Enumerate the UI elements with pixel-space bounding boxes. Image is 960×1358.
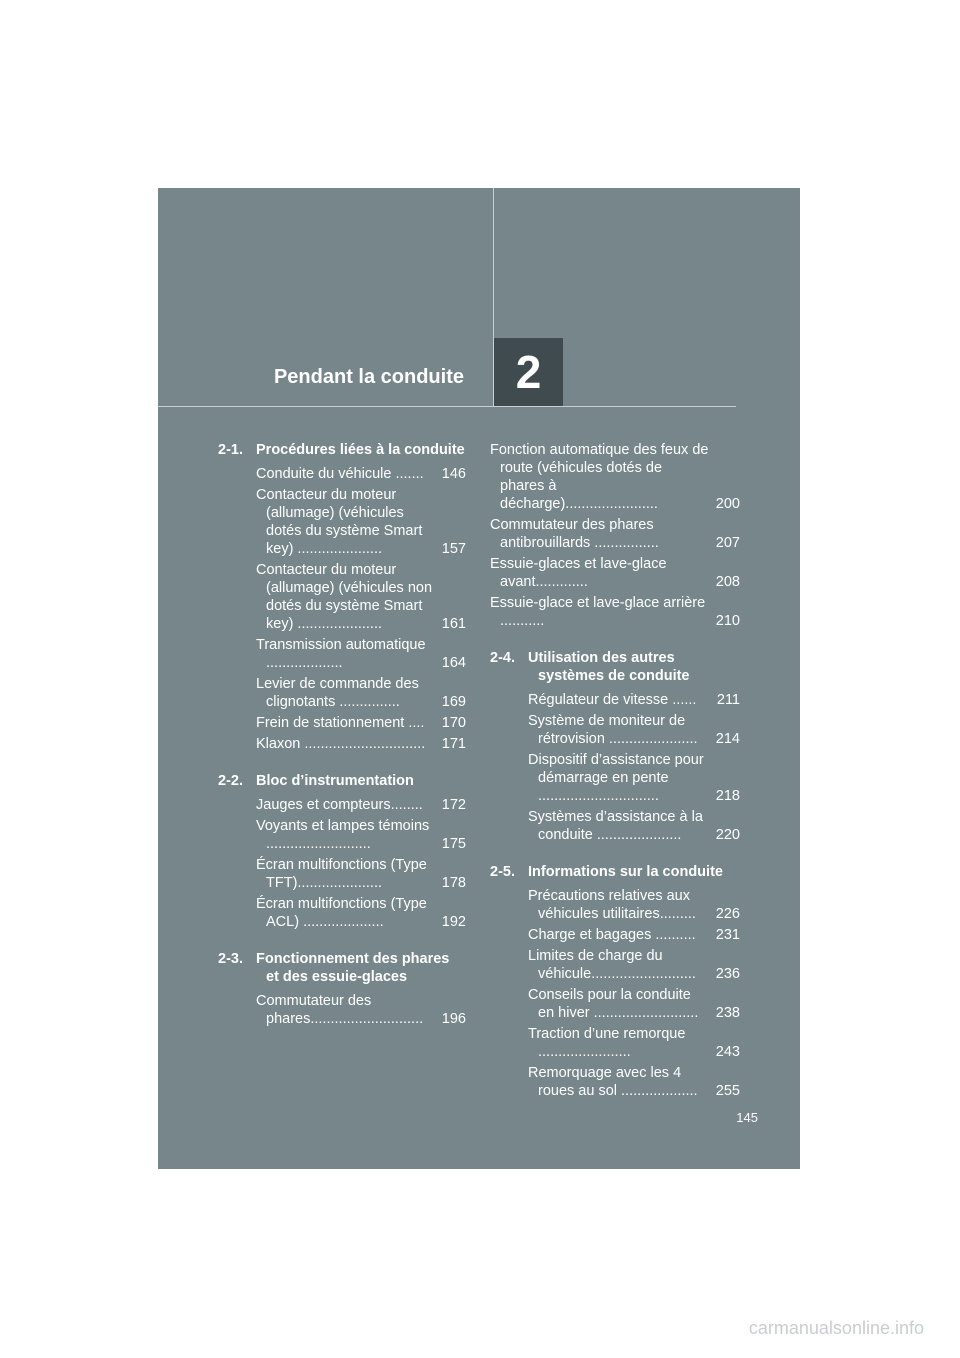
toc-entry-text: Conseils pour la conduite en hiver ..........................: [528, 987, 699, 1021]
toc-entry[interactable]: [256, 675, 466, 711]
toc-entry-text: Écran multifonctions (Type TFT).....................: [256, 857, 427, 891]
toc-entry[interactable]: [256, 895, 466, 931]
toc-entry[interactable]: [528, 1064, 740, 1100]
toc-entry-text: Jauges et compteurs........: [256, 797, 423, 813]
section-number: 2-1.: [218, 442, 243, 458]
chapter-panel: [158, 188, 800, 1169]
toc-entry-text: Contacteur du moteur (allumage) (véhicules non dotés du système Smart key) .....................: [256, 562, 433, 632]
chapter-number: 2: [515, 346, 542, 398]
section-number: 2-3.: [218, 951, 243, 967]
toc-entry-text: Klaxon ..............................: [256, 736, 426, 752]
section-title: Informations sur la conduite: [528, 864, 723, 880]
toc-entry-page: 226: [715, 906, 740, 922]
horizontal-divider: [158, 406, 736, 407]
toc-entry-text: Fonction automatique des feux de route (véhicules dotés de phares à décharge).......................: [490, 442, 709, 512]
toc-entry[interactable]: [490, 516, 740, 552]
toc-entry-page: 231: [715, 927, 740, 943]
toc-entry-page: 238: [715, 1005, 740, 1021]
toc-entry-text: Traction d’une remorque .......................: [528, 1026, 686, 1060]
toc-entry-page: 220: [715, 827, 740, 843]
toc-entry-page: 207: [715, 535, 740, 551]
toc-entry[interactable]: [528, 947, 740, 983]
toc-entry-text: Essuie-glaces et lave-glace avant.............: [490, 556, 667, 590]
toc-entry-text: Contacteur du moteur (allumage) (véhicules dotés du système Smart key) .....................: [256, 487, 423, 557]
toc-entry[interactable]: [490, 594, 740, 630]
toc-entry-page: 171: [441, 736, 466, 752]
toc-entry-text: Systèmes d’assistance à la conduite .....................: [528, 809, 703, 843]
toc-entry-page: 196: [441, 1011, 466, 1027]
section-number: 2-4.: [490, 650, 515, 666]
toc-entry-page: 170: [441, 715, 466, 731]
toc-entry-list: [218, 465, 466, 753]
toc-entry-page: 164: [441, 655, 466, 671]
section-number: 2-2.: [218, 773, 243, 789]
toc-entry[interactable]: [528, 808, 740, 844]
toc-entry-page: 211: [716, 692, 740, 708]
toc-entry[interactable]: [256, 735, 466, 753]
toc-entry[interactable]: [256, 636, 466, 672]
toc-entry[interactable]: [490, 441, 740, 513]
toc-entry-page: 214: [715, 731, 740, 747]
toc-entry[interactable]: [256, 856, 466, 892]
toc-entry-page: 161: [441, 616, 466, 632]
chapter-title: Pendant la conduite: [273, 366, 464, 388]
section-title: Utilisation des autres systèmes de conduite: [528, 650, 690, 684]
toc-entry-text: Transmission automatique ...................: [256, 637, 426, 671]
section-title: Procédures liées à la conduite: [256, 442, 465, 458]
toc-entry-text: Voyants et lampes témoins ..........................: [256, 818, 430, 852]
toc-entry-page: 243: [715, 1044, 740, 1060]
toc-entry-page: 200: [715, 496, 740, 512]
toc-entry-text: Conduite du véhicule .......: [256, 466, 424, 482]
toc-entry-text: Limites de charge du véhicule..........................: [528, 948, 696, 982]
toc-entry-page: 208: [715, 574, 740, 590]
toc-entry-text: Précautions relatives aux véhicules utilitaires.........: [528, 888, 696, 922]
toc-entry-page: 172: [441, 797, 466, 813]
toc-entry-text: Régulateur de vitesse ......: [528, 692, 697, 708]
toc-entry[interactable]: [528, 1025, 740, 1061]
toc-entry[interactable]: [528, 712, 740, 748]
toc-entry[interactable]: [528, 751, 740, 805]
toc-entry-page: 169: [441, 694, 466, 710]
toc-entry-page: 255: [715, 1083, 740, 1099]
toc-entry-text: Dispositif d’assistance pour démarrage en pente ..............................: [528, 752, 704, 804]
toc-entry[interactable]: [256, 486, 466, 558]
chapter-number-box: [494, 338, 563, 406]
toc-entry[interactable]: [528, 986, 740, 1022]
toc-entry[interactable]: [528, 926, 740, 944]
toc-entry[interactable]: [528, 691, 740, 709]
toc-entry-list: [490, 691, 740, 844]
toc-entry-text: Levier de commande des clignotants ...............: [256, 676, 419, 710]
toc-entry-list: [218, 992, 466, 1028]
toc-entry-page: 236: [715, 966, 740, 982]
toc-entry-text: Système de moniteur de rétrovision ......................: [528, 713, 698, 747]
page-number: 145: [736, 1110, 758, 1125]
watermark: carmanualsonline.info: [748, 1318, 924, 1338]
toc-entry-page: 192: [441, 914, 466, 930]
toc-section-heading[interactable]: [490, 649, 740, 685]
toc-entry-text: Essuie-glace et lave-glace arrière ...........: [490, 595, 706, 629]
toc-entry[interactable]: [256, 714, 466, 732]
toc-entry-text: Commutateur des phares antibrouillards ................: [490, 517, 659, 551]
toc-entry[interactable]: [256, 465, 466, 483]
toc-section-heading[interactable]: [218, 772, 466, 790]
toc-entry-list: [490, 887, 740, 1100]
toc-entry[interactable]: [256, 561, 466, 633]
toc-entry-page: 146: [441, 466, 466, 482]
toc-entry-text: Écran multifonctions (Type ACL) ....................: [256, 896, 427, 930]
section-number: 2-5.: [490, 864, 515, 880]
toc-entry-list: [218, 796, 466, 931]
toc-entry-page: 178: [441, 875, 466, 891]
toc-entry-text: Frein de stationnement ....: [256, 715, 425, 731]
toc-entry-text: Charge et bagages ..........: [528, 927, 696, 943]
toc-section-heading[interactable]: [218, 950, 466, 986]
toc-entry-page: 175: [441, 836, 466, 852]
toc-entry-page: 157: [441, 541, 466, 557]
toc-section-heading[interactable]: [490, 863, 740, 881]
toc-entry-page: 210: [715, 613, 740, 629]
toc-entry[interactable]: [528, 887, 740, 923]
toc-entry[interactable]: [256, 796, 466, 814]
toc-entry-text: Remorquage avec les 4 roues au sol ...................: [528, 1065, 698, 1099]
toc-entry[interactable]: [256, 992, 466, 1028]
toc-entry[interactable]: [490, 555, 740, 591]
toc-entry-list-continued: [452, 441, 740, 630]
toc-entry-text: Commutateur des phares............................: [256, 993, 424, 1027]
toc-entry[interactable]: [256, 817, 466, 853]
section-title: Bloc d’instrumentation: [256, 773, 414, 789]
toc-right-column: [490, 441, 740, 1119]
toc-left-column: [218, 441, 466, 1047]
section-title: Fonctionnement des phares et des essuie-glaces: [256, 951, 450, 985]
toc-entry-page: 218: [715, 788, 740, 804]
toc-section-heading[interactable]: [218, 441, 466, 459]
